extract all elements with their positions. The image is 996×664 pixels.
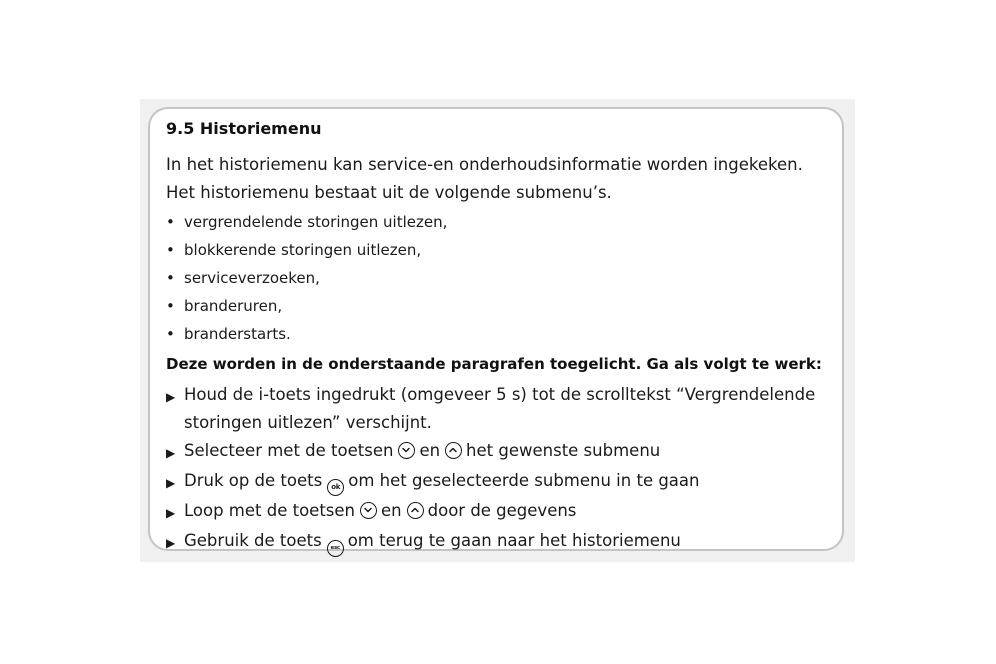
list-item-text: serviceverzoeken,	[184, 269, 320, 287]
list-item	[166, 211, 447, 239]
step-text	[184, 527, 681, 557]
step-text-part: om het geselecteerde submenu in te gaan	[348, 471, 700, 490]
bullet-icon: •	[166, 269, 175, 287]
list-item-text: vergrendelende storingen uitlezen,	[184, 213, 448, 231]
section-heading: 9.5 Historiemenu	[166, 119, 322, 138]
chevron-down-key-icon	[360, 502, 377, 519]
step-text-part: om terug te gaan naar het historiemenu	[347, 531, 681, 550]
step-text-part: en	[381, 501, 402, 520]
step-text-part: Druk op de toets	[184, 471, 323, 490]
list-item	[166, 267, 447, 295]
list-item	[166, 239, 447, 267]
step-text-part: Gebruik de toets	[184, 531, 322, 550]
submenu-list	[166, 211, 447, 351]
instructions-heading: Deze worden in de onderstaande paragrafen toegelicht. Ga als volgt te werk:	[166, 355, 822, 373]
step-text-part: door de gegevens	[427, 501, 577, 520]
list-item	[166, 323, 447, 351]
step-text	[184, 497, 576, 525]
triangle-right-icon: ▶	[166, 446, 176, 460]
step-text	[184, 467, 700, 496]
ok-key-icon: ok	[327, 479, 344, 496]
esc-key-icon: esc	[327, 540, 344, 557]
intro-paragraph: In het historiemenu kan service-en onderhoudsinformatie worden ingekeken. Het historiemenu bestaat uit de volgende submenu’s.	[166, 155, 803, 202]
bullet-icon: •	[166, 297, 175, 315]
bullet-icon: •	[166, 213, 175, 231]
step-item	[166, 497, 836, 527]
list-item-text: blokkerende storingen uitlezen,	[184, 241, 422, 259]
step-item	[166, 467, 836, 497]
list-item-text: branderuren,	[184, 297, 283, 315]
bullet-icon: •	[166, 325, 175, 343]
step-item	[166, 381, 836, 437]
document-section-box	[148, 107, 844, 551]
list-item	[166, 295, 447, 323]
list-item-text: branderstarts.	[184, 325, 291, 343]
step-item	[166, 437, 836, 467]
instruction-steps	[166, 381, 836, 557]
step-text-part: het gewenste submenu	[466, 441, 661, 460]
step-text	[184, 437, 660, 465]
triangle-right-icon: ▶	[166, 506, 176, 520]
step-text-part: Selecteer met de toetsen	[184, 441, 394, 460]
triangle-right-icon: ▶	[166, 536, 176, 550]
chevron-up-key-icon	[445, 442, 462, 459]
step-item	[166, 527, 836, 557]
step-text-part: Loop met de toetsen	[184, 501, 356, 520]
chevron-down-key-icon	[398, 442, 415, 459]
step-text: Houd de i-toets ingedrukt (omgeveer 5 s) tot de scrolltekst “Vergrendelende storingen uitlezen” verschijnt.	[184, 385, 816, 432]
triangle-right-icon: ▶	[166, 390, 176, 404]
triangle-right-icon: ▶	[166, 476, 176, 490]
chevron-up-key-icon	[407, 502, 424, 519]
bullet-icon: •	[166, 241, 175, 259]
step-text-part: en	[419, 441, 441, 460]
